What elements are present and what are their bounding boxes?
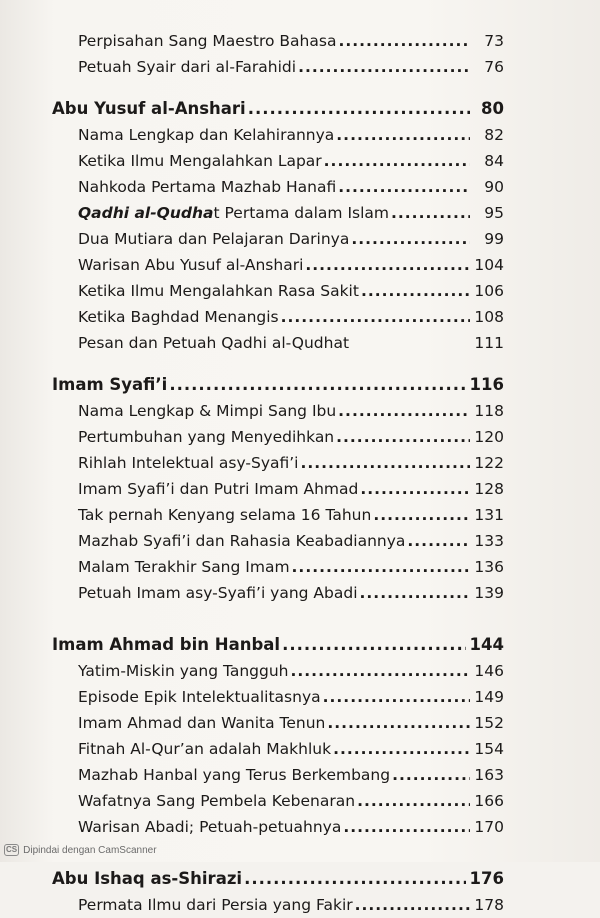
page-number: 144 xyxy=(469,635,504,654)
page-number: 152 xyxy=(474,714,504,732)
dot-leader xyxy=(373,502,470,528)
dot-leader xyxy=(248,96,470,122)
dot-leader xyxy=(360,476,470,502)
toc-entry-row xyxy=(52,814,504,840)
dot-leader xyxy=(323,684,470,710)
entry-title: Mazhab Syafi’i dan Rahasia Keabadiannya xyxy=(78,532,406,550)
page-number: 95 xyxy=(484,204,504,222)
entry-title: Imam Syafi’i dan Putri Imam Ahmad xyxy=(78,480,359,498)
toc-entry-row xyxy=(52,200,504,226)
chapter-title: Abu Ishaq as-Shirazi xyxy=(52,869,243,888)
page-number: 108 xyxy=(474,308,504,326)
dot-leader xyxy=(298,54,470,80)
scanner-footer xyxy=(4,844,157,856)
toc-entry-row xyxy=(52,148,504,174)
dot-leader xyxy=(336,424,470,450)
dot-leader xyxy=(333,736,470,762)
toc-entry-row xyxy=(52,736,504,762)
entry-title: Permata Ilmu dari Persia yang Fakir xyxy=(78,896,353,914)
toc-chapter-row xyxy=(52,632,504,658)
toc-entry-row xyxy=(52,892,504,918)
dot-leader xyxy=(361,278,470,304)
page-number: 131 xyxy=(474,506,504,524)
toc-entry-row xyxy=(52,252,504,278)
toc-entry-row xyxy=(52,528,504,554)
entry-title: Warisan Abadi; Petuah-petuahnya xyxy=(78,818,342,836)
page-number: 84 xyxy=(484,152,504,170)
page-number: 178 xyxy=(474,896,504,914)
dot-leader xyxy=(343,814,470,840)
page-number: 136 xyxy=(474,558,504,576)
dot-leader xyxy=(292,554,470,580)
entry-title-emphasis: Qadhi al-Qudha xyxy=(78,204,214,222)
entry-title: Imam Ahmad dan Wanita Tenun xyxy=(78,714,326,732)
entry-title: Ketika Ilmu Mengalahkan Lapar xyxy=(78,152,322,170)
page-number: 111 xyxy=(474,334,504,352)
toc-entry-row xyxy=(52,476,504,502)
dot-leader xyxy=(338,174,470,200)
page-number: 149 xyxy=(474,688,504,706)
entry-title: Petuah Imam asy-Syafi’i yang Abadi xyxy=(78,584,358,602)
page-number: 176 xyxy=(469,869,504,888)
toc-entry-row xyxy=(52,580,504,606)
dot-leader xyxy=(291,658,470,684)
entry-title: Ketika Ilmu Mengalahkan Rasa Sakit xyxy=(78,282,359,300)
page-number: 122 xyxy=(474,454,504,472)
dot-leader xyxy=(391,200,470,226)
dot-leader xyxy=(355,892,470,918)
toc-entry-row xyxy=(52,278,504,304)
scanner-watermark-text: Dipindai dengan CamScanner xyxy=(23,844,157,856)
dot-leader xyxy=(281,304,470,330)
toc-entry-row xyxy=(52,174,504,200)
chapter-title: Abu Yusuf al-Anshari xyxy=(52,99,246,118)
entry-title: Tak pernah Kenyang selama 16 Tahun xyxy=(78,506,372,524)
page-number: 90 xyxy=(484,178,504,196)
entry-title: Wafatnya Sang Pembela Kebenaran xyxy=(78,792,356,810)
page-number: 82 xyxy=(484,126,504,144)
toc-entry-row xyxy=(52,304,504,330)
dot-leader xyxy=(282,632,465,658)
page-number: 163 xyxy=(474,766,504,784)
page-number: 116 xyxy=(469,375,504,394)
section-gap xyxy=(52,606,504,632)
table-of-contents xyxy=(52,28,504,918)
entry-title: Nama Lengkap dan Kelahirannya xyxy=(78,126,335,144)
toc-entry-row xyxy=(52,450,504,476)
toc-chapter-row xyxy=(52,96,504,122)
page-number: 99 xyxy=(484,230,504,248)
page-number: 80 xyxy=(481,99,504,118)
section-gap xyxy=(52,356,504,372)
page-number: 146 xyxy=(474,662,504,680)
dot-leader xyxy=(360,580,470,606)
page-number: 166 xyxy=(474,792,504,810)
dot-leader xyxy=(336,122,470,148)
entry-title: Fitnah Al-Qur’an adalah Makhluk xyxy=(78,740,332,758)
dot-leader xyxy=(338,398,470,424)
toc-entry-row xyxy=(52,122,504,148)
page-number: 133 xyxy=(474,532,504,550)
entry-title: Pertumbuhan yang Menyedihkan xyxy=(78,428,335,446)
entry-title: Nahkoda Pertama Mazhab Hanafi xyxy=(78,178,337,196)
dot-leader xyxy=(357,788,470,814)
page-number: 120 xyxy=(474,428,504,446)
dot-leader xyxy=(351,226,470,252)
entry-title: Dua Mutiara dan Pelajaran Darinya xyxy=(78,230,350,248)
toc-entry-row xyxy=(52,28,504,54)
camscanner-logo-icon: CS xyxy=(6,845,18,854)
toc-entry-row xyxy=(52,502,504,528)
entry-title: Rihlah Intelektual asy-Syafi’i xyxy=(78,454,299,472)
toc-entry-row xyxy=(52,554,504,580)
page-number: 139 xyxy=(474,584,504,602)
chapter-title: Imam Syafi’i xyxy=(52,375,168,394)
dot-leader xyxy=(244,866,465,892)
dot-leader xyxy=(324,148,470,174)
entry-title: Nama Lengkap & Mimpi Sang Ibu xyxy=(78,402,337,420)
dot-leader xyxy=(327,710,470,736)
toc-entry-row xyxy=(52,226,504,252)
toc-entry-row xyxy=(52,658,504,684)
section-gap xyxy=(52,80,504,96)
toc-entry-row xyxy=(52,788,504,814)
page-number: 104 xyxy=(474,256,504,274)
page-number: 76 xyxy=(484,58,504,76)
toc-entry-row xyxy=(52,330,504,356)
toc-entry-row xyxy=(52,684,504,710)
dot-leader xyxy=(338,28,470,54)
entry-title: Malam Terakhir Sang Imam xyxy=(78,558,290,576)
dot-leader xyxy=(301,450,471,476)
entry-title-rest: t Pertama dalam Islam xyxy=(213,204,390,222)
entry-title: Episode Epik Intelektualitasnya xyxy=(78,688,321,706)
toc-entry-row xyxy=(52,424,504,450)
entry-title xyxy=(78,200,389,226)
entry-title: Warisan Abu Yusuf al-Anshari xyxy=(78,256,304,274)
entry-title: Ketika Baghdad Menangis xyxy=(78,308,279,326)
toc-entry-row xyxy=(52,762,504,788)
entry-title: Pesan dan Petuah Qadhi al-Qudhat xyxy=(78,334,350,352)
page-number: 118 xyxy=(474,402,504,420)
toc-chapter-row xyxy=(52,866,504,892)
dot-leader xyxy=(305,252,470,278)
entry-title: Perpisahan Sang Maestro Bahasa xyxy=(78,32,337,50)
page-number: 170 xyxy=(474,818,504,836)
page-number: 106 xyxy=(474,282,504,300)
entry-title: Yatim-Miskin yang Tangguh xyxy=(78,662,289,680)
entry-title: Mazhab Hanbal yang Terus Berkembang xyxy=(78,766,391,784)
entry-title: Petuah Syair dari al-Farahidi xyxy=(78,58,297,76)
dot-leader xyxy=(392,762,470,788)
page-number: 73 xyxy=(484,32,504,50)
page-number: 154 xyxy=(474,740,504,758)
dot-leader xyxy=(407,528,470,554)
toc-entry-row xyxy=(52,398,504,424)
page-number: 128 xyxy=(474,480,504,498)
toc-chapter-row xyxy=(52,372,504,398)
toc-entry-row xyxy=(52,54,504,80)
dot-leader xyxy=(169,372,465,398)
chapter-title: Imam Ahmad bin Hanbal xyxy=(52,635,281,654)
toc-entry-row xyxy=(52,710,504,736)
